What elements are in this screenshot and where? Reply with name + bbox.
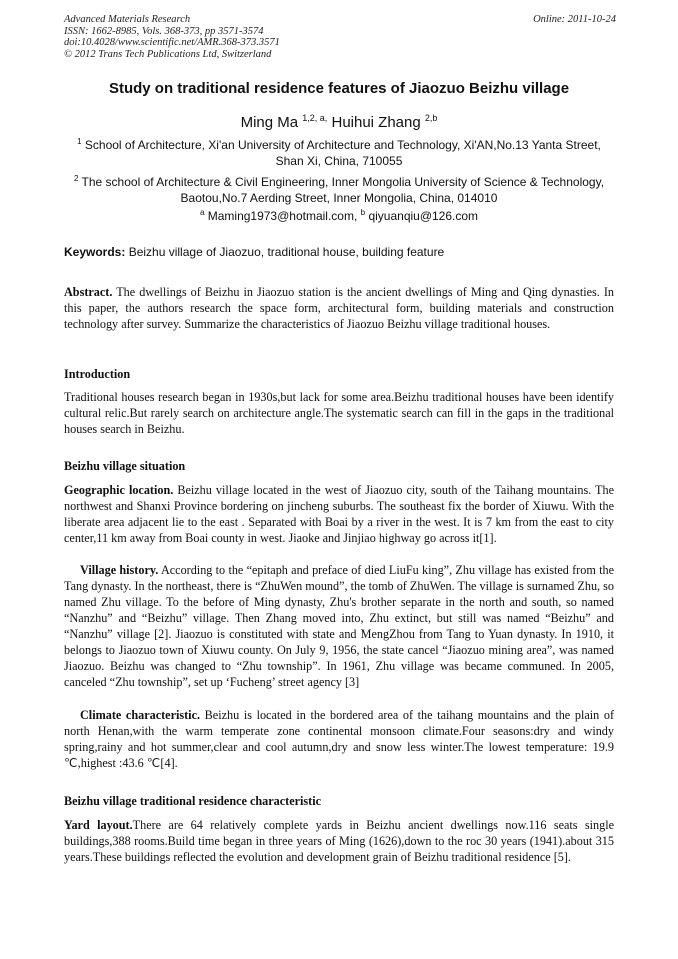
yard-layout-text: There are 64 relatively complete yards in Beizhu ancient dwellings now.116 seats single buildings,388 rooms.Build time began in three years of Ming (1626),down to the roc 30 years (1941).about 315 years.These buildings reflected the evolution and development grain of Beizhu traditional residence [5]. xyxy=(64,818,614,864)
village-history-paragraph xyxy=(64,562,614,690)
geographic-location-paragraph xyxy=(64,482,614,546)
journal-header xyxy=(64,14,616,60)
keywords xyxy=(64,245,616,259)
keywords-label: Keywords: xyxy=(64,245,126,259)
journal-name: Advanced Materials Research xyxy=(64,14,191,25)
issn-line: ISSN: 1662-8985, Vols. 368-373, pp 3571-3574 xyxy=(64,25,264,37)
introduction-text: Traditional houses research began in 1930s,but lack for some area.Beizhu traditional houses have been identify cultural relic.But rarely search on architecture angle.The systematic search can fill in the gaps in the traditional houses search in Beizhu. xyxy=(64,390,614,436)
village-history-text: According to the “epitaph and preface of died LiuFu king”, Zhu village has existed from the Tang dynasty. In the northeast, there is “ZhuWen mound”, the tomb of ZhuWen. The village is surnamed Zhu, so named Zhu village. To the before of Ming dynasty, Zhu's brother separate in the north and south, so named “Nanzhu” and “Beizhu” village. Then Zhang moved into, Zhu extinct, but still was named “Beizhu” and “Nanzhu” village [2]. Jiaozuo is constituted with state and MengZhou from Tang to Yuan dynasty. In 1910, it belongs to Jiaozuo town of Xiuwu county. On July 9, 1956, the state cancel “Jiaozuo mining area”, was named Jiaozuo. Beizhu was changed to “Zhu township”. In 1961, Zhu village was became communed. In 2005, canceled “Zhu township”, set up ‘Fucheng’ street agency [3] xyxy=(64,563,614,689)
affiliation-1-text: School of Architecture, Xi'an University of Architecture and Technology, Xi'AN,No.13 Yanta Street, Shan Xi, China, 710055 xyxy=(84,138,601,168)
abstract-label: Abstract. xyxy=(64,285,113,299)
affiliation-2-text: The school of Architecture & Civil Engineering, Inner Mongolia University of Science & Technology, Baotou,No.7 Aerding Street, Inner Mongolia, China, 014010 xyxy=(81,175,605,205)
affiliation-1 xyxy=(64,138,614,169)
geographic-location-label: Geographic location. xyxy=(64,483,174,497)
climate-label: Climate characteristic. xyxy=(80,708,201,722)
affiliation-2-mark: 2 xyxy=(73,174,79,183)
residence-heading: Beizhu village traditional residence characteristic xyxy=(64,794,322,808)
abstract xyxy=(64,284,614,332)
email-b: qiyuanqiu@126.com xyxy=(368,209,479,223)
climate-text: Beizhu is located in the bordered area of the taihang mountains and the plain of north Henan,with the warm temperate zone continental monsoon climate.Four seasons:dry and windy spring,rainy and hot summer,clear and cool autumn,dry and snow less winter.The lowest temperature: 19.9 ℃,highest :43.6 ℃[4]. xyxy=(64,708,614,770)
email-a: Maming1973@hotmail.com, xyxy=(207,209,358,223)
affiliation-2 xyxy=(64,175,614,206)
paper-title: Study on traditional residence features of Jiaozuo Beizhu village xyxy=(108,80,570,97)
affiliation-1-mark: 1 xyxy=(77,137,82,146)
email-a-mark: a xyxy=(199,208,205,217)
yard-layout-label: Yard layout. xyxy=(64,818,133,832)
geographic-location-text: Beizhu village located in the west of Jiaozuo city, south of the Taihang mountains. The northwest and Shanxi Province bordering on jincheng suburbs. The southeast fix the border of Xiuwu. With the liberate area adjacent lie to the east . Separated with Boai by a river in the west. It is 7 km from the east to city center,11 km away from Boai county in west. Jiaoke and Jinjiao highway go across it[1]. xyxy=(64,483,615,545)
online-date: Online: 2011-10-24 xyxy=(533,14,616,25)
keywords-text: Beizhu village of Jiaozuo, traditional house, building feature xyxy=(125,245,445,259)
author-2-name: Huihui Zhang xyxy=(331,114,421,131)
doi-line: doi:10.4028/www.scientific.net/AMR.368-373.3571 xyxy=(64,37,280,48)
village-history-label: Village history. xyxy=(80,563,159,577)
author-1-name: Ming Ma xyxy=(240,114,299,131)
abstract-text: The dwellings of Beizhu in Jiaozuo station is the ancient dwellings of Ming and Qing dynasties. In this paper, the authors research the space form, architectural form, building materials and construction technology after survey. Summarize the characteristics of Jiaozuo Beizhu village traditional houses. xyxy=(64,285,614,331)
yard-layout-paragraph xyxy=(64,817,614,865)
email-line xyxy=(64,209,614,225)
email-b-mark: b xyxy=(360,208,366,217)
situation-heading: Beizhu village situation xyxy=(64,459,186,473)
author-line xyxy=(20,113,658,131)
author-2-affil-marks: 2,b xyxy=(424,113,438,123)
climate-paragraph xyxy=(64,707,614,771)
introduction-heading: Introduction xyxy=(64,367,131,381)
author-1-affil-marks: 1,2, a, xyxy=(302,113,328,123)
copyright-line: © 2012 Trans Tech Publications Ltd, Switzerland xyxy=(64,48,272,60)
